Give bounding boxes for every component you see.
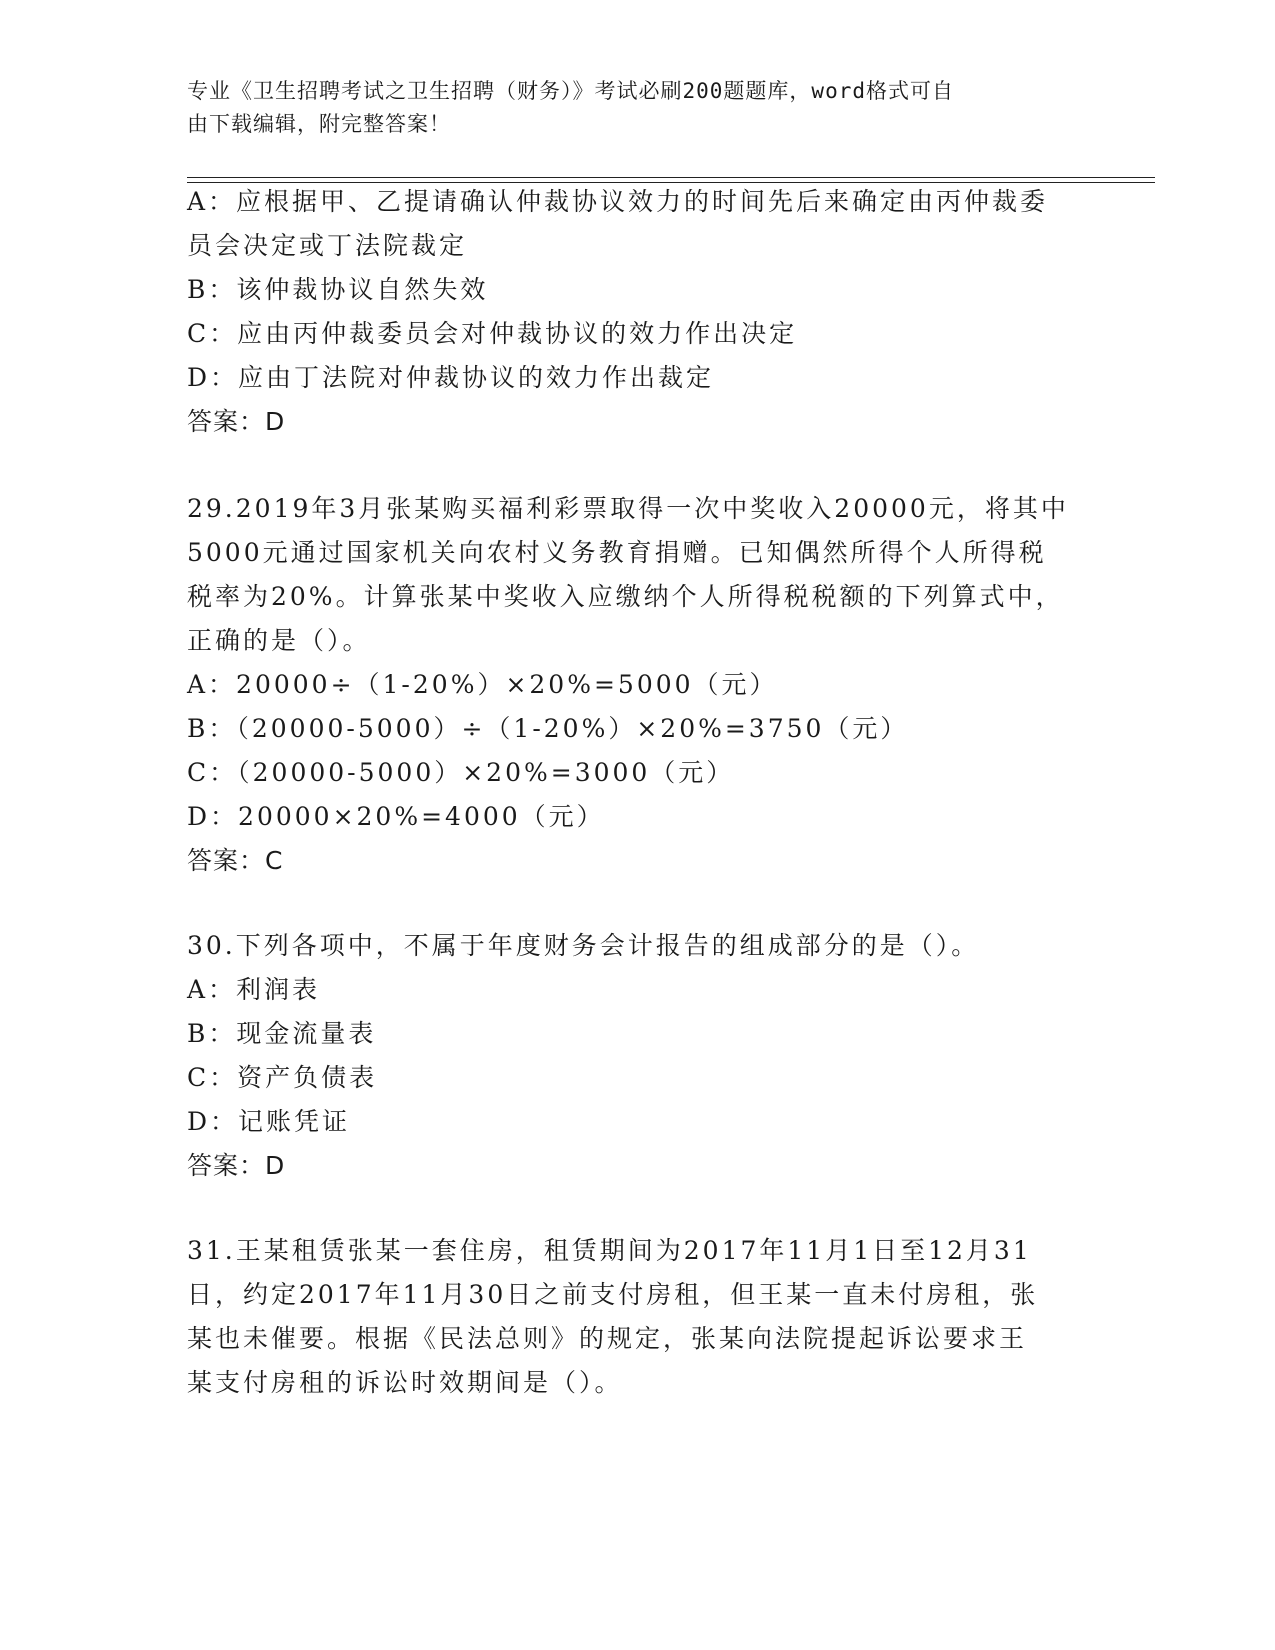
q29-option-c: C：（20000-5000）×20%=3000（元）: [187, 758, 735, 787]
q31-stem-line-1: 31.王某租赁张某一套住房，租赁期间为2017年11月1日至12月31: [187, 1236, 1032, 1265]
q29-option-d: D：20000×20%=4000（元）: [187, 802, 605, 831]
header-line-2: 由下载编辑，附完整答案！: [187, 112, 451, 136]
q28-option-d: D：应由丁法院对仲裁协议的效力作出裁定: [187, 363, 715, 392]
q30-stem: 30.下列各项中，不属于年度财务会计报告的组成部分的是（）。: [187, 931, 980, 960]
q29-stem-line-2: 5000元通过国家机关向农村义务教育捐赠。已知偶然所得个人所得税: [187, 538, 1047, 567]
document-header: [187, 75, 1067, 141]
q29-stem-line-1: 29.2019年3月张某购买福利彩票取得一次中奖收入20000元，将其中: [187, 494, 1069, 523]
q28-option-a-line-1: A：应根据甲、乙提请确认仲裁协议效力的时间先后来确定由丙仲裁委: [187, 187, 1049, 216]
q30-option-b: B：现金流量表: [187, 1019, 377, 1048]
q30-option-a: A：利润表: [187, 975, 321, 1004]
q28-option-c: C：应由丙仲裁委员会对仲裁协议的效力作出决定: [187, 319, 798, 348]
q30-option-c: C：资产负债表: [187, 1063, 378, 1092]
q28-answer: 答案：D: [187, 407, 286, 436]
header-line-1: 专业《卫生招聘考试之卫生招聘（财务）》考试必刷200题题库，word格式可自: [187, 79, 954, 103]
q31-stem-line-2: 日，约定2017年11月30日之前支付房租，但王某一直未付房租，张: [187, 1280, 1039, 1309]
q30-answer: 答案：D: [187, 1151, 286, 1180]
header-divider-top: [187, 177, 1155, 178]
q29-stem-line-4: 正确的是（）。: [187, 626, 371, 655]
q31-stem-line-4: 某支付房租的诉讼时效期间是（）。: [187, 1368, 623, 1397]
q30-option-d: D：记账凭证: [187, 1107, 351, 1136]
q29-stem-line-3: 税率为20%。计算张某中奖收入应缴纳个人所得税税额的下列算式中，: [187, 582, 1064, 611]
q31-stem-line-3: 某也未催要。根据《民法总则》的规定，张某向法院提起诉讼要求王: [187, 1324, 1028, 1353]
q29-option-b: B：（20000-5000）÷（1-20%）×20%=3750（元）: [187, 714, 909, 743]
q28-option-a-line-2: 员会决定或丁法院裁定: [187, 231, 468, 260]
q29-answer: 答案：C: [187, 846, 284, 875]
q28-option-b: B：该仲裁协议自然失效: [187, 275, 489, 304]
q29-option-a: A：20000÷（1-20%）×20%=5000（元）: [187, 670, 778, 699]
header-divider-bottom: [187, 182, 1155, 183]
